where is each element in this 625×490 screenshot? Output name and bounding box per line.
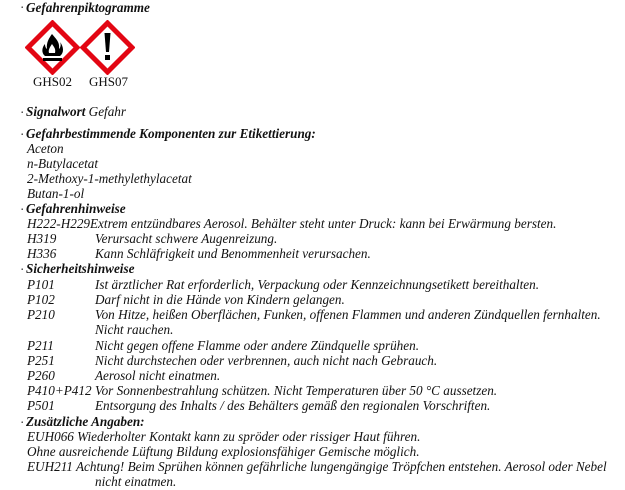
- ghs07-pictogram: [80, 20, 135, 75]
- ghs07-label: GHS07: [89, 74, 129, 89]
- component-item: Butan-1-ol: [27, 186, 85, 201]
- precaution-text: Entsorgung des Inhalts / des Behälters gemäß den regionalen Vorschriften.: [95, 398, 491, 413]
- precaution-code: P211: [27, 338, 54, 353]
- component-item: 2-Methoxy-1-methylethylacetat: [27, 171, 192, 186]
- signal-word-label: Signalwort: [26, 104, 86, 119]
- precaution-code: P410+P412: [27, 383, 92, 398]
- additional-info-heading: Zusätzliche Angaben:: [26, 414, 145, 429]
- hazard-statements-heading: Gefahrenhinweise: [26, 201, 126, 216]
- hazard-text: Verursacht schwere Augenreizung.: [95, 231, 278, 246]
- signal-word-row: [26, 104, 126, 120]
- component-item: Aceton: [27, 141, 64, 156]
- bullet-mark: ·: [20, 262, 25, 277]
- precaution-text: Von Hitze, heißen Oberflächen, Funken, offenen Flammen und anderen Zündquellen fernhalten.: [95, 307, 601, 322]
- bullet-mark: ·: [20, 105, 25, 120]
- precaution-code: P101: [27, 277, 55, 292]
- component-item: n-Butylacetat: [27, 156, 99, 171]
- hazard-text: Kann Schläfrigkeit und Benommenheit verursachen.: [95, 246, 371, 261]
- precaution-code: P260: [27, 368, 55, 383]
- precaution-text: Vor Sonnenbestrahlung schützen. Nicht Temperaturen über 50 °C aussetzen.: [95, 383, 498, 398]
- bullet-mark: ·: [20, 415, 25, 430]
- pictograms-heading: Gefahrenpiktogramme: [26, 0, 150, 15]
- precaution-text: Nicht durchstechen oder verbrennen, auch nicht nach Gebrauch.: [95, 353, 438, 368]
- precaution-text: Nicht gegen offene Flamme oder andere Zündquelle sprühen.: [95, 338, 420, 353]
- hazard-code: H319: [27, 231, 57, 246]
- precaution-text-continuation: Nicht rauchen.: [95, 322, 174, 337]
- hazard-code: H336: [27, 246, 57, 261]
- precaution-text: Ist ärztlicher Rat erforderlich, Verpackung oder Kennzeichnungsetikett bereithalten.: [95, 277, 540, 292]
- hazard-text: Extrem entzündbares Aerosol. Behälter steht unter Druck: kann bei Erwärmung bersten.: [90, 216, 557, 231]
- bullet-mark: ·: [20, 127, 25, 142]
- flame-icon: [25, 20, 80, 75]
- additional-info-continuation: nicht einatmen.: [95, 474, 177, 489]
- additional-info-line: EUH066 Wiederholter Kontakt kann zu spröder oder rissiger Haut führen.: [27, 429, 421, 444]
- ghs02-label: GHS02: [33, 74, 73, 89]
- hazard-code: H222-H229: [27, 216, 91, 231]
- bullet-mark: ·: [20, 202, 25, 217]
- additional-info-line: EUH211 Achtung! Beim Sprühen können gefährliche lungengängige Tröpfchen entstehen. Aerosol oder Nebel: [27, 459, 607, 474]
- precaution-code: P501: [27, 398, 55, 413]
- exclamation-mark-icon: [80, 20, 135, 75]
- components-heading: Gefahrbestimmende Komponenten zur Etikettierung:: [26, 126, 316, 141]
- additional-info-line: Ohne ausreichende Lüftung Bildung explosionsfähiger Gemische möglich.: [27, 444, 420, 459]
- ghs02-pictogram: [25, 20, 80, 75]
- precautionary-statements-heading: Sicherheitshinweise: [26, 261, 135, 276]
- precaution-code: P251: [27, 353, 55, 368]
- precaution-code: P210: [27, 307, 55, 322]
- bullet-mark: ·: [20, 0, 25, 15]
- precaution-text: Darf nicht in die Hände von Kindern gelangen.: [95, 292, 345, 307]
- precaution-code: P102: [27, 292, 55, 307]
- signal-word-value: Gefahr: [88, 104, 127, 119]
- precaution-text: Aerosol nicht einatmen.: [95, 368, 221, 383]
